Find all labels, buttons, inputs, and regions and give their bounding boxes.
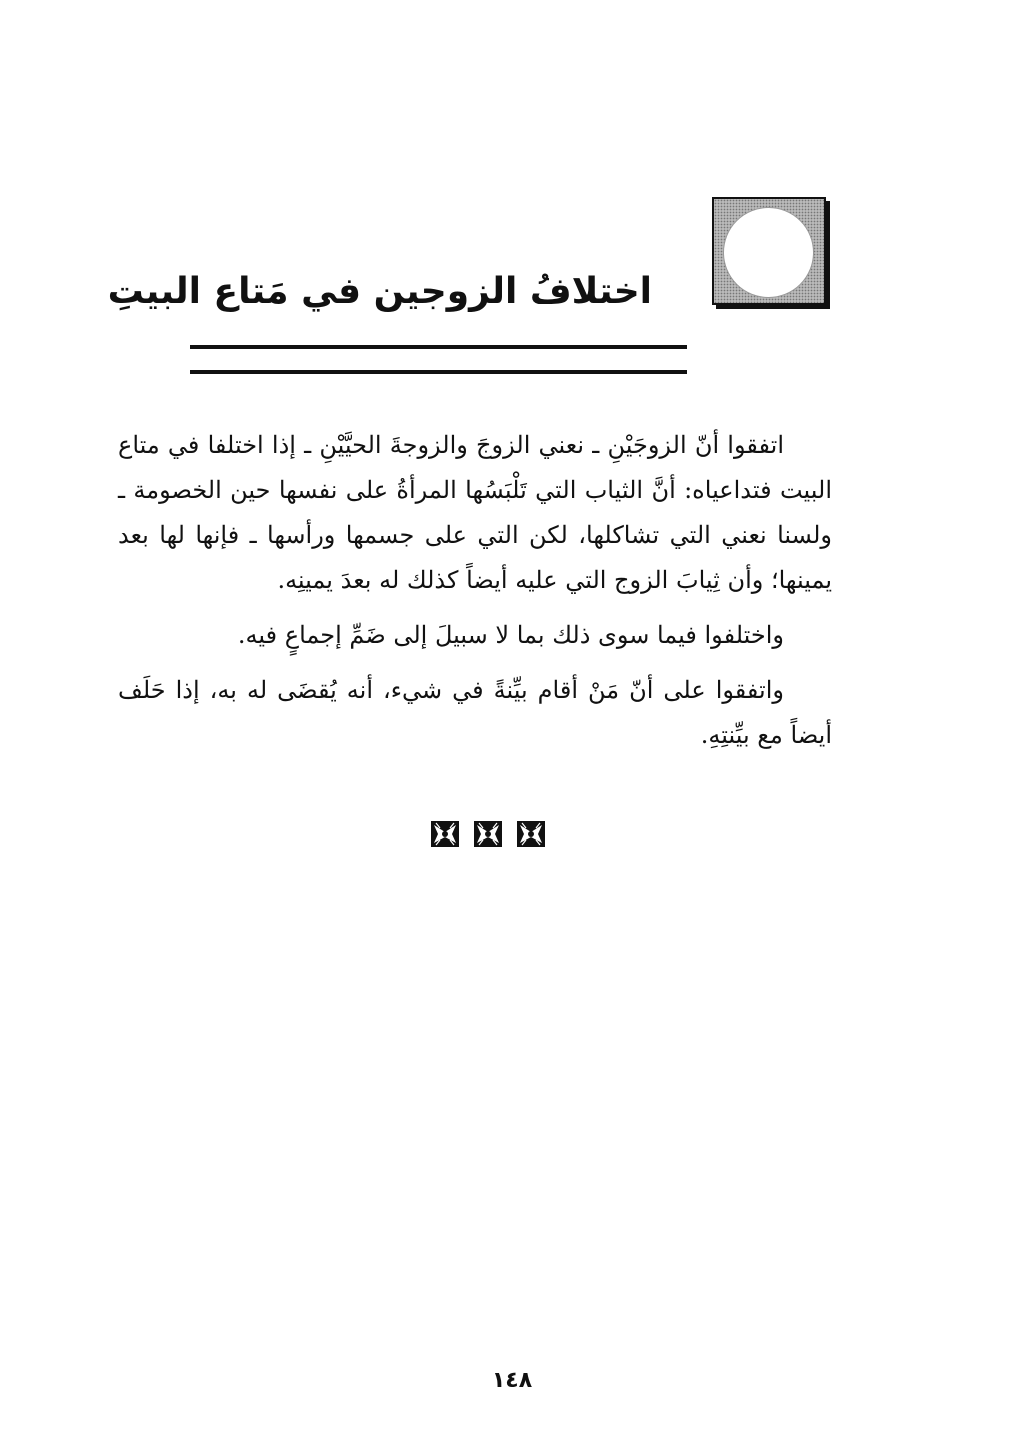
body-text <box>118 423 832 768</box>
chapter-emblem-icon <box>712 197 826 305</box>
paragraph-1: اتفقوا أنّ الزوجَيْنِ ـ نعني الزوجَ والزوجةَ الحيَّيْنِ ـ إذا اختلفا في متاع البيت فتداعياه: أنَّ الثياب التي تَلْبَسُها المرأةُ على نفسها حين الخصومة ـ ولسنا نعني التي تشاكلها، لكن التي على جسمها ورأسها ـ فإنها لها بعد يمينها؛ وأن ثِيابَ الزوج التي عليه أيضاً كذلك له بعدَ يمينِه. <box>118 431 832 594</box>
chapter-title: اختلافُ الزوجين في مَتاع البيتِ <box>107 271 652 312</box>
title-rule-top <box>190 345 687 349</box>
page-number: ١٤٨ <box>491 1368 533 1393</box>
floral-ornament-icon <box>516 820 546 848</box>
paragraph-2: واختلفوا فيما سوى ذلك بما لا سبيلَ إلى ضَمِّ إجماعٍ فيه. <box>237 621 784 649</box>
title-rule-bottom <box>190 370 687 374</box>
floral-ornament-icon <box>473 820 503 848</box>
section-end-ornament <box>430 820 546 848</box>
floral-ornament-icon <box>430 820 460 848</box>
paragraph-3: واتفقوا على أنّ مَنْ أقام بيِّنةً في شيء، أنه يُقضَى له به، إذا حَلَف أيضاً مع بيِّنتِهِ. <box>118 676 832 749</box>
emblem-circle <box>723 207 814 298</box>
